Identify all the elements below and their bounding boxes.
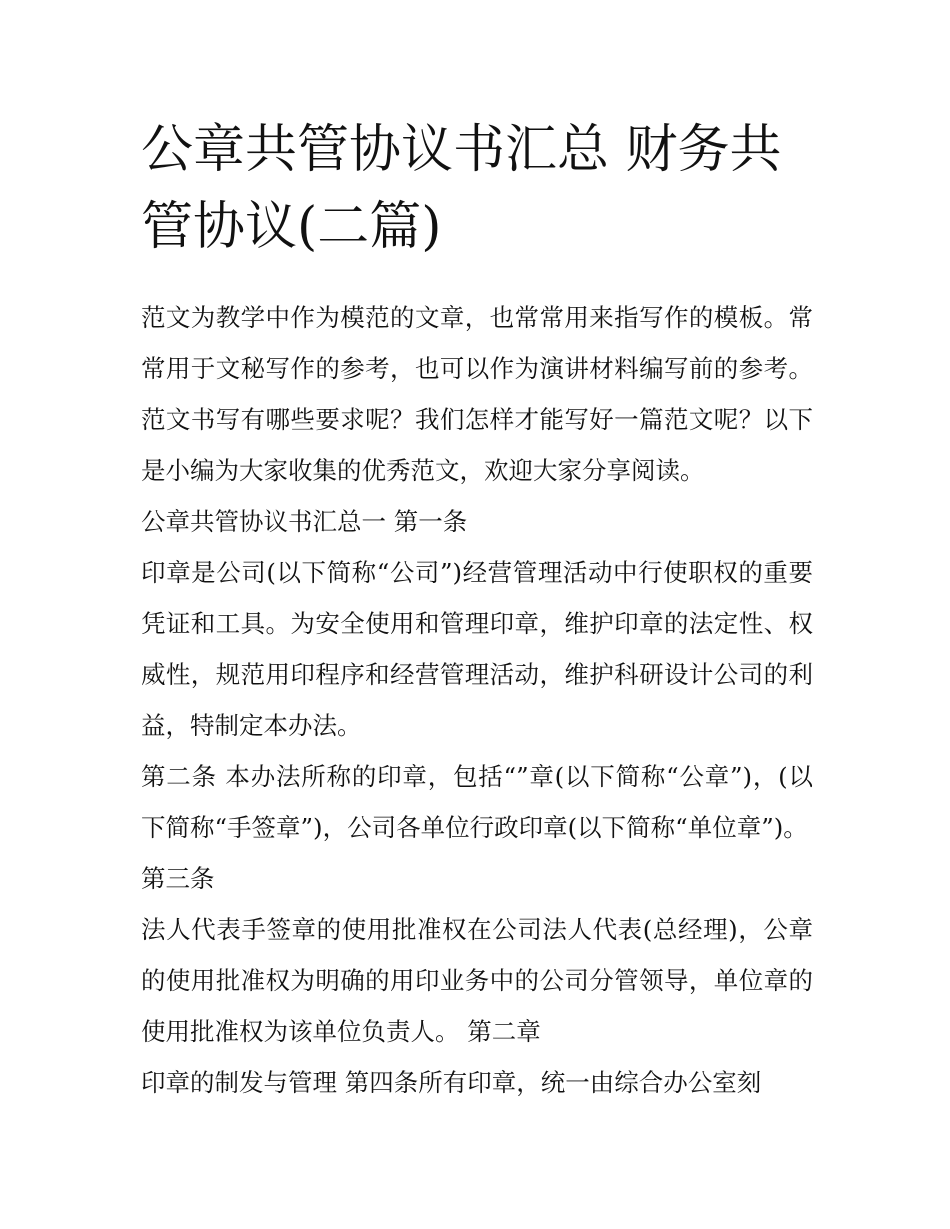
body-paragraph: 印章的制发与管理 第四条所有印章，统一由综合办公室刻 [141,1068,762,1097]
body-paragraph: 印章是公司(以下简称“公司”)经营管理活动中行使职权的重要凭证和工具。为安全使用和管理印章，维护印章的法定性、权威性，规范用印程序和经营管理活动，维护科研设计公司的利益，特制定本办法。 [141,558,813,740]
body-paragraph: 第二条 本办法所称的印章，包括“”章(以下简称“公章”)，(以下简称“手签章”)，公司各单位行政印章(以下简称“单位章”)。 [141,762,813,842]
intro-paragraph: 范文为教学中作为模范的文章，也常常用来指写作的模板。常常用于文秘写作的参考，也可以作为演讲材料编写前的参考。范文书写有哪些要求呢？我们怎样才能写好一篇范文呢？以下是小编为大家收集的优秀范文，欢迎大家分享阅读。 [141,303,813,485]
document-page [141,112,813,1108]
article-heading: 第三条 [141,864,215,893]
section-heading: 公章共管协议书汇总一 第一条 [141,507,468,536]
document-title: 公章共管协议书汇总 财务共管协议(二篇) [141,120,782,257]
body-paragraph: 法人代表手签章的使用批准权在公司法人代表(总经理)，公章的使用批准权为明确的用印业务中的公司分管领导，单位章的使用批准权为该单位负责人。 第二章 [141,915,813,1046]
